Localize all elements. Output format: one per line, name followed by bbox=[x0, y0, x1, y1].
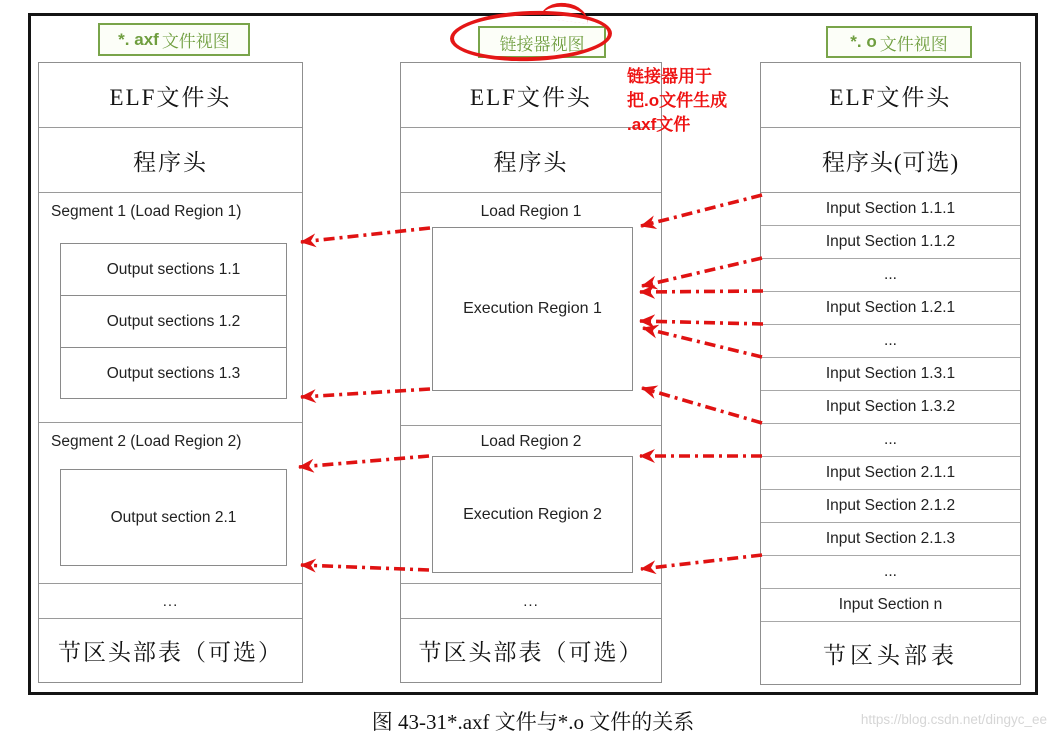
o-input-section-row: Input Section 1.2.1 bbox=[761, 292, 1020, 325]
axf-view-header-rest: 文件视图 bbox=[161, 32, 230, 51]
o-input-section-row: Input Section 2.1.1 bbox=[761, 457, 1020, 490]
linker-program-header-cell: 程序头 bbox=[401, 128, 661, 193]
axf-output-section-1-3: Output sections 1.3 bbox=[106, 365, 241, 382]
figure-caption: 图 43-31*.axf 文件与*.o 文件的关系 bbox=[371, 710, 695, 734]
axf-output-section-1-2: Output sections 1.2 bbox=[61, 296, 286, 348]
linker-section-header-table-cell: 节区头部表（可选） bbox=[418, 640, 644, 665]
linker-annotation-line-1: 链接器用于 bbox=[627, 67, 712, 86]
linker-ellipsis-cell: ... bbox=[401, 584, 661, 619]
o-input-section-row: Input Section 2.1.2 bbox=[761, 490, 1020, 523]
axf-view-header-bold: *. axf bbox=[118, 29, 159, 49]
o-ellipsis-row: ... bbox=[761, 259, 1020, 292]
execution-region-2-box: Execution Region 2 bbox=[432, 456, 633, 573]
o-view-header-bold: *. o bbox=[850, 32, 877, 51]
axf-segment2-title: Segment 2 (Load Region 2) bbox=[51, 433, 242, 450]
linker-annotation-line-3: .axf文件 bbox=[627, 115, 691, 134]
linker-elf-header-cell: ELF文件头 bbox=[401, 63, 661, 128]
o-input-section-row: Input Section n bbox=[761, 589, 1020, 622]
axf-view-header bbox=[98, 23, 250, 56]
axf-output-section-2-1-box: Output section 2.1 bbox=[60, 469, 287, 566]
o-input-section-row: Input Section 2.1.3 bbox=[761, 523, 1020, 556]
o-ellipsis-row: ... bbox=[761, 325, 1020, 358]
o-view-header bbox=[826, 26, 972, 58]
linker-load-region1-title: Load Region 1 bbox=[480, 203, 582, 220]
o-program-header-cell: 程序头(可选) bbox=[761, 128, 1020, 193]
o-ellipsis-row: ... bbox=[761, 556, 1020, 589]
o-view-column bbox=[760, 62, 1021, 685]
o-input-section-row: Input Section 1.1.1 bbox=[761, 193, 1020, 226]
linker-annotation bbox=[627, 65, 727, 137]
axf-segment1-title: Segment 1 (Load Region 1) bbox=[51, 203, 242, 220]
axf-view-column bbox=[38, 62, 303, 683]
axf-section-header-table-cell: 节区头部表（可选） bbox=[58, 640, 283, 665]
axf-elf-header-cell: ELF文件头 bbox=[39, 63, 302, 128]
o-elf-header-cell: ELF文件头 bbox=[761, 63, 1020, 128]
axf-output-sections-box bbox=[60, 243, 287, 399]
o-view-header-rest: 文件视图 bbox=[879, 34, 948, 54]
execution-region-1-box: Execution Region 1 bbox=[432, 227, 633, 391]
axf-program-header-cell: 程序头 bbox=[39, 128, 302, 193]
o-input-section-row: Input Section 1.3.2 bbox=[761, 391, 1020, 424]
linker-load-region2-title: Load Region 2 bbox=[480, 433, 582, 450]
o-input-section-row: Input Section 1.1.2 bbox=[761, 226, 1020, 259]
axf-ellipsis-cell: ... bbox=[39, 584, 302, 619]
o-section-header-table-cell: 节区头部表 bbox=[823, 642, 958, 668]
watermark-url: https://blog.csdn.net/dingyc_ee bbox=[860, 712, 1047, 727]
o-ellipsis-row: ... bbox=[761, 424, 1020, 457]
linker-annotation-line-2: 把.o文件生成 bbox=[627, 91, 728, 110]
linker-view-column bbox=[400, 62, 662, 683]
o-input-section-row: Input Section 1.3.1 bbox=[761, 358, 1020, 391]
axf-output-section-1-1: Output sections 1.1 bbox=[61, 244, 286, 296]
linker-view-header-label: 链接器视图 bbox=[499, 34, 585, 54]
